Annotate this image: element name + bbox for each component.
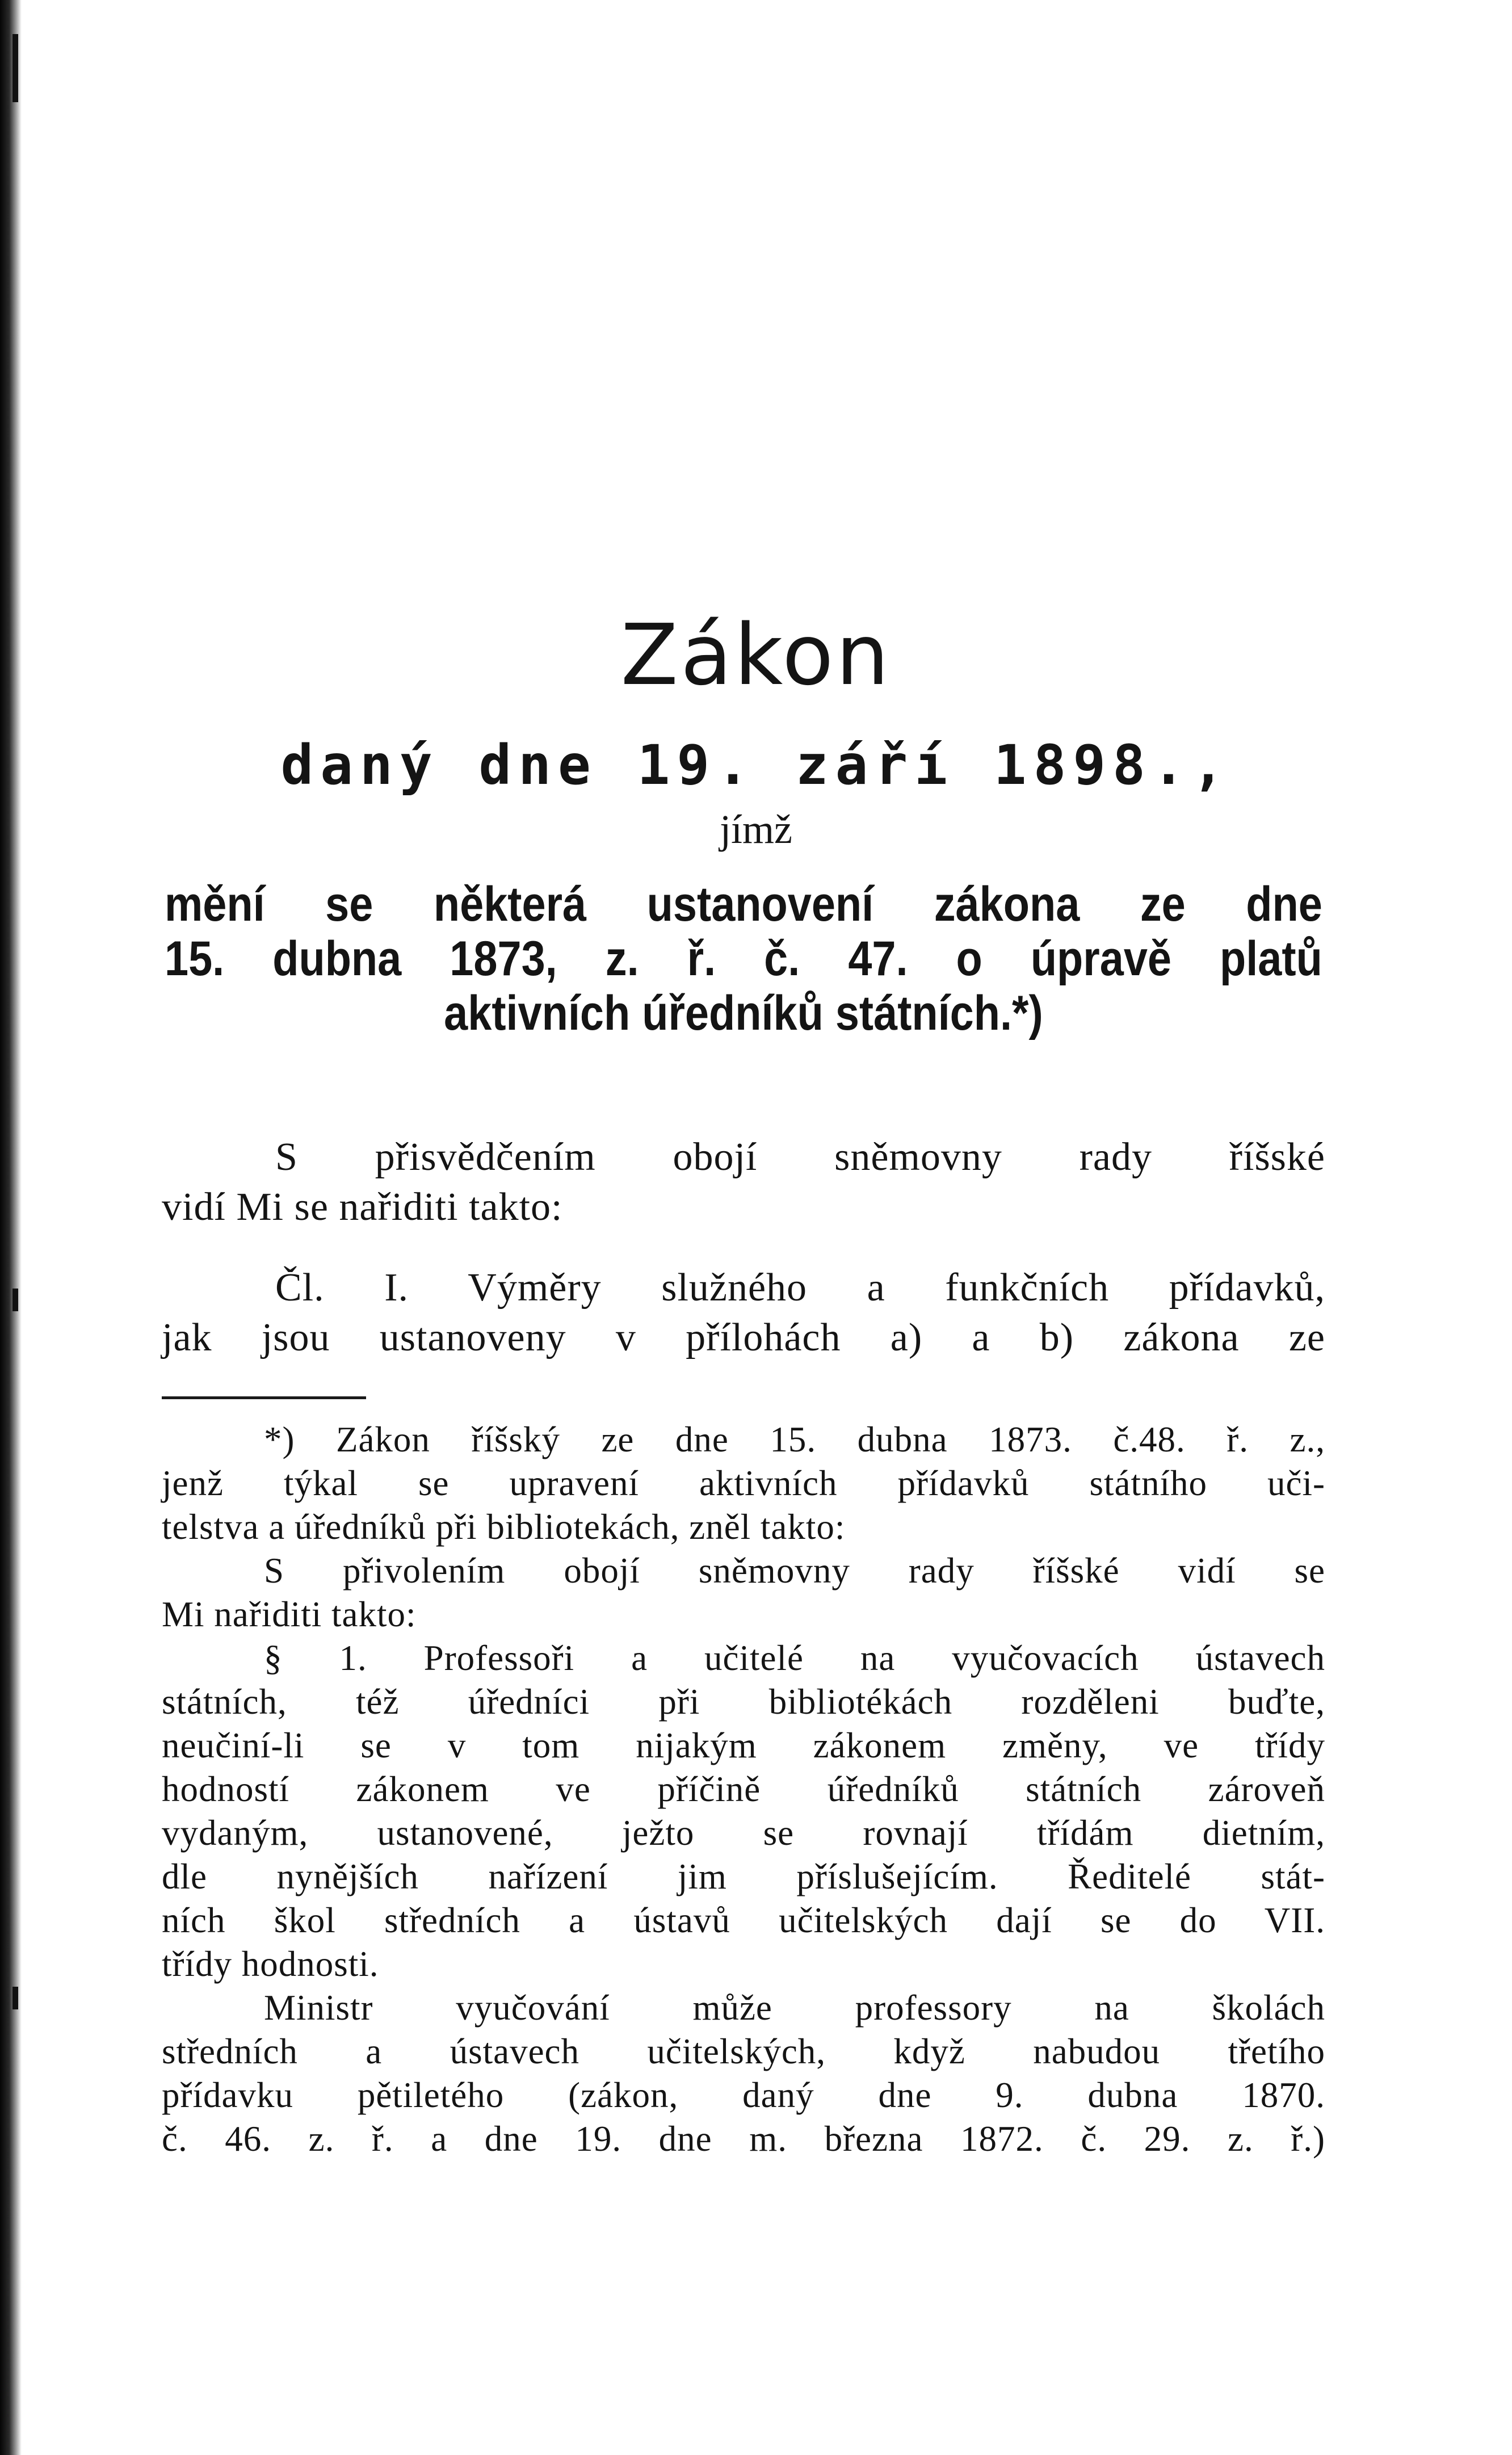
preamble-line: S přisvědčením obojí sněmovny rady říšské [275, 1135, 1325, 1179]
footnote-line: § 1. Professoři a učitelé na vyučovacích ústavech [264, 1638, 1325, 1678]
preamble-line: vidí Mi se nařiditi takto: [162, 1185, 563, 1229]
relative-word: jímž [720, 807, 792, 852]
footnote-line: S přivolením obojí sněmovny rady říšské vidí se [264, 1551, 1325, 1590]
footnote-line: ních škol středních a ústavů učitelských dají se do VII. [162, 1900, 1325, 1940]
subtitle-line: mění se některá ustanovení zákona ze dne [165, 877, 1322, 931]
footnote-line: státních, též úředníci při bibliotékách rozděleni buďte, [162, 1682, 1325, 1722]
subtitle-line: aktivních úředníků státních.*) [444, 986, 1043, 1040]
footnote-line: *) Zákon říšský ze dne 15. dubna 1873. č.48. ř. z., [264, 1420, 1325, 1459]
footnote-line: hodností zákonem ve příčině úředníků státních zároveň [162, 1769, 1325, 1809]
footnote-line: telstva a úředníků při bibliotekách, zněl takto: [162, 1507, 846, 1547]
footnote-line: přídavku pětiletého (zákon, daný dne 9. dubna 1870. [162, 2075, 1325, 2115]
footnote-line: Mi nařiditi takto: [162, 1594, 417, 1634]
footnote-line: třídy hodnosti. [162, 1944, 379, 1984]
preamble [162, 1132, 1325, 1232]
subtitle-line: 15. dubna 1873, z. ř. č. 47. o úpravě platů [165, 931, 1322, 986]
footnote-line: dle nynějších nařízení jim příslušejícím. Ředitelé stát- [162, 1857, 1325, 1896]
footnote-line: neučiní-li se v tom nijakým zákonem změny, ve třídy [162, 1726, 1325, 1765]
footnote [162, 1418, 1325, 2161]
footnote-line: středních a ústavech učitelských, když nabudou třetího [162, 2032, 1325, 2071]
footnote-line: jenž týkal se upravení aktivních přídavků státního uči- [162, 1463, 1325, 1503]
document-title: Zákon [620, 606, 892, 704]
article-line: jak jsou ustanoveny v přílohách a) a b) zákona ze [162, 1316, 1325, 1359]
footnote-line: vydaným, ustanovené, ježto se rovnají třídám dietním, [162, 1813, 1325, 1853]
article-one [162, 1263, 1325, 1363]
footnote-line: Ministr vyučování může professory na školách [264, 1988, 1325, 2028]
footnote-separator [162, 1396, 366, 1399]
date-line: daný dne 19. září 1898., [280, 733, 1232, 797]
footnote-line: č. 46. z. ř. a dne 19. dne m. března 1872. č. 29. z. ř.) [162, 2119, 1325, 2159]
document-subtitle [165, 877, 1322, 1040]
article-line: Čl. I. Výměry služného a funkčních přídavků, [275, 1266, 1325, 1310]
